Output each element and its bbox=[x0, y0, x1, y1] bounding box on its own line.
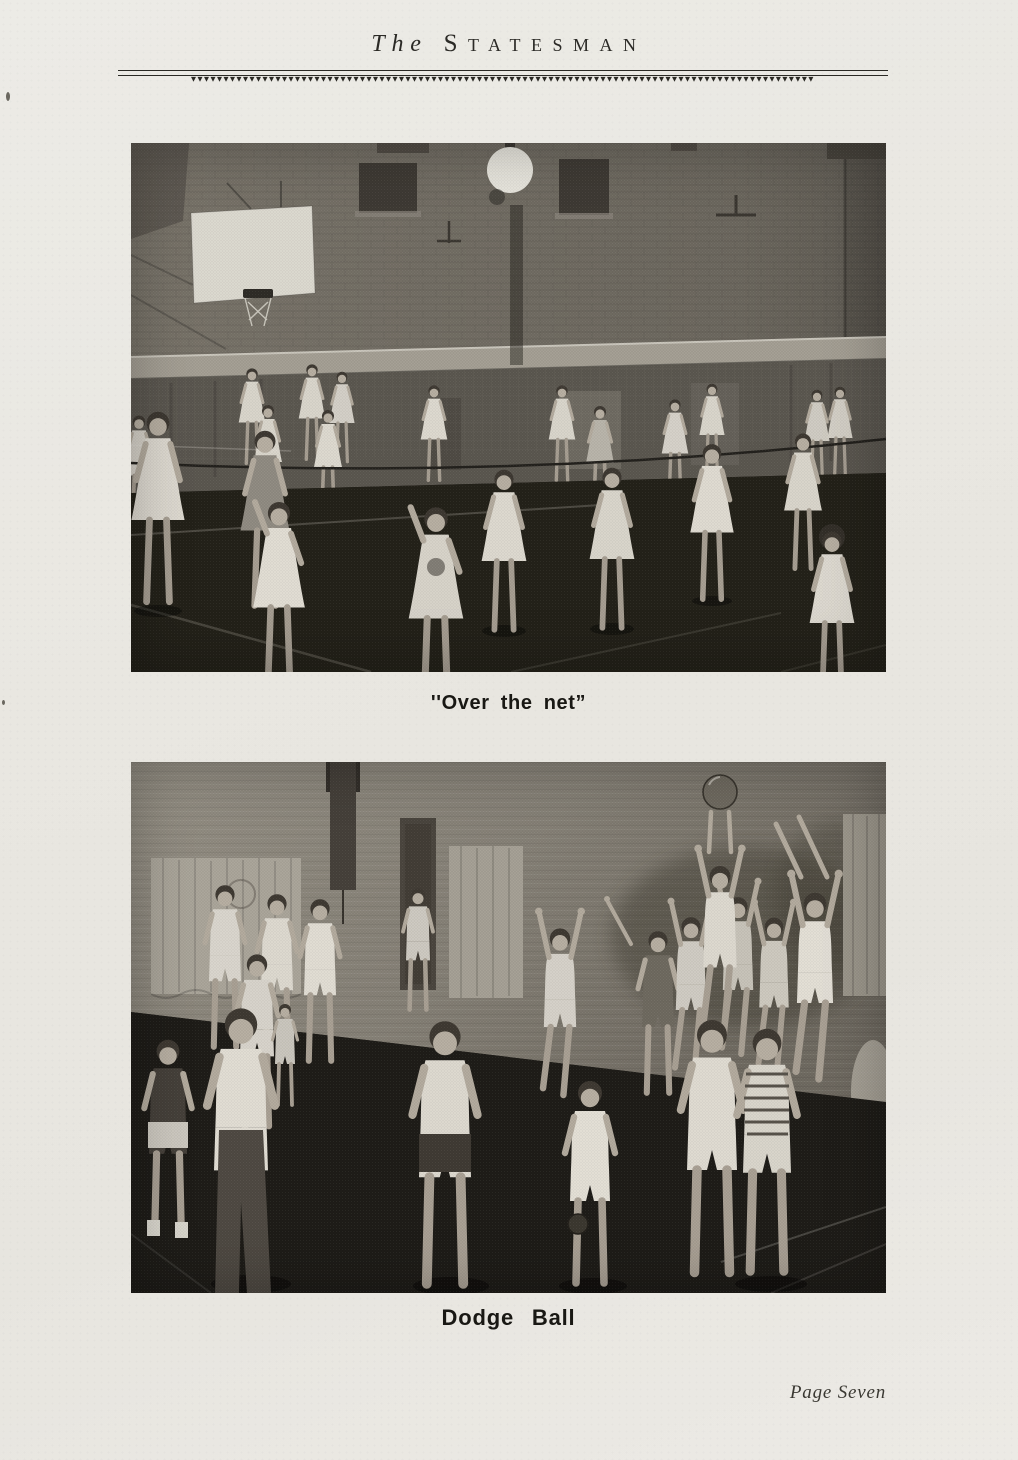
paper-speck bbox=[6, 92, 10, 101]
masthead bbox=[0, 30, 1018, 58]
climbing-pole bbox=[330, 762, 356, 890]
photo-over-the-net bbox=[131, 143, 886, 672]
page-number: Page Seven bbox=[789, 1382, 886, 1403]
basketball-hoop bbox=[243, 289, 273, 298]
rule-sawtooth: ▼▼▼▼▼▼▼▼▼▼▼▼▼▼▼▼▼▼▼▼▼▼▼▼▼▼▼▼▼▼▼▼▼▼▼▼▼▼▼▼▼▼▼▼▼▼▼▼▼▼▼▼▼▼▼▼▼▼▼▼▼▼▼▼▼▼▼▼▼▼▼▼▼▼▼▼▼▼▼▼▼▼▼▼▼▼▼▼▼▼▼▼▼▼▼▼ bbox=[191, 76, 815, 83]
volleyball-scene bbox=[131, 143, 886, 672]
caption-over-the-net: ''Over the net” bbox=[430, 692, 587, 714]
masthead-the: The bbox=[371, 31, 428, 57]
masthead-title: Statesman bbox=[443, 30, 647, 57]
paper-speck bbox=[2, 700, 5, 705]
dodge-ball-scene bbox=[131, 762, 886, 1293]
decorative-rule bbox=[118, 70, 888, 84]
photo-dodge-ball bbox=[131, 762, 886, 1293]
ball bbox=[703, 775, 737, 809]
caption-dodge-ball: Dodge Ball bbox=[441, 1305, 576, 1330]
